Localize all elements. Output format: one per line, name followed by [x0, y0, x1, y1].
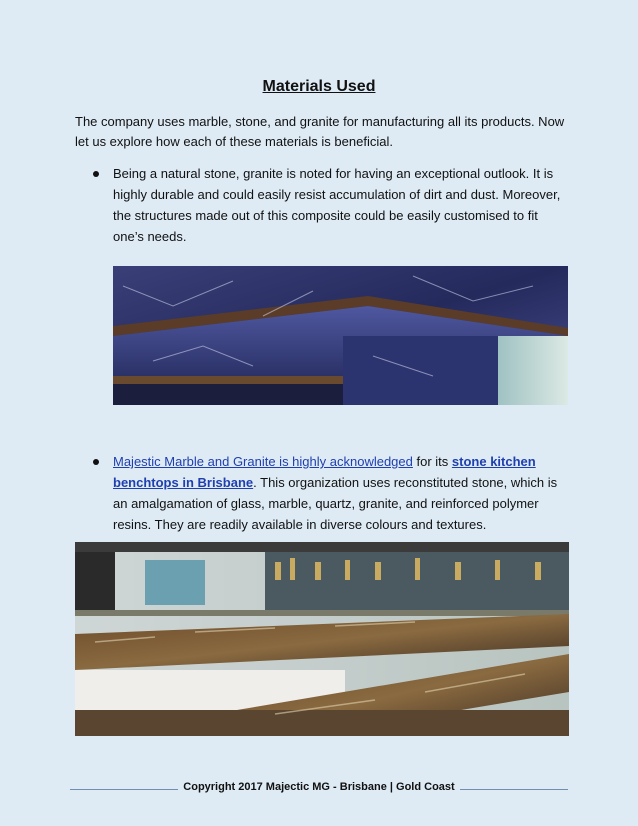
- list-item-granite: [93, 163, 563, 247]
- bullet-icon: [93, 171, 99, 177]
- bullet-icon: [93, 459, 99, 465]
- list-item-benchtops: [93, 451, 563, 535]
- page-title: Materials Used: [262, 78, 376, 95]
- kitchen-photo: [75, 542, 569, 736]
- granite-photo: [113, 266, 568, 405]
- footer: [0, 781, 638, 797]
- intro-paragraph: The company uses marble, stone, and granite for manufacturing all its products. Now let us explore how each of these materials is beneficial.: [75, 114, 565, 149]
- majestic-marble-link[interactable]: Majestic Marble and Granite is highly acknowledged: [113, 454, 413, 469]
- stone-kitchen-benchtops-link[interactable]: stone kitchen benchtops in Brisbane: [113, 454, 536, 490]
- list-item-text: Being a natural stone, granite is noted for having an exceptional outlook. It is highly durable and could easily resist accumulation of dirt and dust. Moreover, the structures made out of this composite could be easily customised to fit one’s needs.: [113, 166, 561, 244]
- kitchen-image: [75, 542, 569, 736]
- footer-copyright: Copyright 2017 Majectic MG - Brisbane | Gold Coast: [178, 781, 459, 793]
- list-item-text: Majestic Marble and Granite is highly acknowledged for its stone kitchen benchtops in Brisbane. This organization uses reconstituted stone, which is an amalgamation of glass, marble, quartz, granite, and reinforced polymer resins. They are readily available in diverse colours and textures.: [113, 454, 558, 532]
- granite-image: [113, 266, 568, 405]
